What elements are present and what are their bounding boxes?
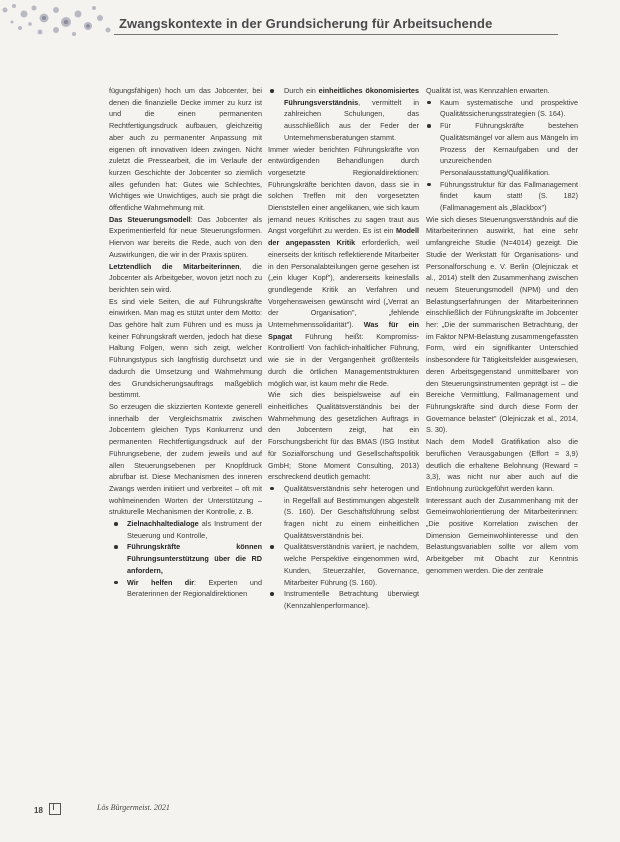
- dot-pattern-logo-icon: [0, 0, 116, 40]
- paragraph: [109, 85, 262, 214]
- bullet-list: [268, 483, 419, 612]
- text-run: Wie sich dies beispielsweise auf ein einheitliches Qualitätsverständnis bei der Wahrnehmung des gesetzlichen Auftrags in den Jobcentern zeigt, hat ein Forschungsbericht für das BMAS (ISG Institut für Sozialforschung und Gesellschaftspolitik GmbH; Stone Moment Consulting, 2013) erschreckend deutlich gemacht:: [268, 390, 419, 482]
- paragraph: [426, 214, 578, 436]
- text-run: , die Jobcenter als Arbeitgeber, wovon jetzt noch zu berichten sein wird.: [109, 261, 262, 294]
- text-run: erforderlich, weil einerseits der kritisch reflektierende Mitarbeiter in den Personalabteilungen gerne gesehen ist („ein kluger Kopf"), andererseits keinesfalls grundlegende Kritik an Verfahren und Vorgehensweisen gewünscht wird („Verrat an der Organisation", „fehlende Unternehmenssolidarität").: [268, 238, 419, 330]
- list-item: [268, 541, 419, 588]
- page-header: [0, 0, 620, 40]
- journal-logo-icon: [49, 803, 61, 815]
- bold-phrase: Modell der angepassten Kritik: [268, 226, 419, 248]
- bold-phrase: Zielnachhaltedialoge: [127, 519, 199, 529]
- list-item: [268, 85, 419, 144]
- list-item: [426, 120, 578, 179]
- list-item: [426, 179, 578, 214]
- text-column-2: [268, 85, 419, 612]
- paragraph: [426, 436, 578, 495]
- page-footer: [34, 803, 170, 815]
- text-run: Führung heißt: Kompromiss-Kontrolliert! Von fachlich-inhaltlicher Führung, wie sie in der Vergangenheit größtenteils durch die örtlichen Managementstrukturen möglich war, ist kaum mehr die Rede.: [268, 331, 419, 388]
- list-item: [109, 541, 262, 576]
- text-column-1: [109, 85, 262, 600]
- text-run: Es sind viele Seiten, die auf Führungskräfte einwirken. Man mag es stützt unter dem Motto: Das gehöre halt zum Führen und es muss ja keiner Führungskraft werden, jedoch hat diese Haltung Folgen, wenn sich zeigt, welcher Führungstypus sich langfristig durchsetzt und dadurch die Umsetzung und Wahrnehmung des Grundsicherungsauftrags maßgeblich bestimmt.: [109, 296, 262, 400]
- text-run: Instrumentelle Betrachtung überwiegt (Kennzahlenperformance).: [284, 589, 419, 610]
- paragraph: [268, 144, 419, 390]
- text-run: Wie sich dieses Steuerungsverständnis auf die Mitarbeiterinnen auswirkt, hat eine sehr umfangreiche Studie (N=4014) gezeigt. Die Studie der Werkstatt für Organisations- und Personalforschung e. V. Berlin (Olejniczak et al., 2014) stellt den Zusammenhang zwischen neuem Steuerungsmodell (NPM) und den Belastungserfahrungen der Mitarbeiterinnen einschließlich der Führungskräfte im Jobcenter her: „Die der summarischen Betrachtung, der im Faktor NPM-Belastung zusammengefassten Form, wird ein signifikanter Unterschied insbesondere für Tätigkeitsfelder ausgewiesen, deren Arbeitsgegenstand unmittelbarer von den Steuerungsinstrumenten geprägt ist – die Bereiche Vermittlung, Fallmanagement und Führungskräfte sind durch diese Form der Governance belastet" (Olejniczak et al., 2014, S. 30).: [426, 214, 578, 435]
- bullet-list: [109, 518, 262, 600]
- bold-phrase: Was für ein Spagat: [268, 320, 419, 341]
- bold-phrase: Das Steuerungsmodell: [109, 214, 191, 224]
- list-item: [268, 588, 419, 611]
- page-title: Zwangskontexte in der Grundsicherung für Arbeitsuchende: [119, 16, 493, 31]
- paragraph: [426, 495, 578, 577]
- paragraph: [268, 389, 419, 483]
- text-run: Nach dem Modell Gratifikation also die beruflichen Verausgabungen (Effort = 3,9) deutlich die erhaltene Belohnung (Reward = 3,3), was nicht nur aber auch auf die Entlohnung zurückgeführt werden kann.: [426, 437, 578, 493]
- text-run: , vermittelt in zahlreichen Schulungen, das ausschließlich aus der Feder der Unternehmensberatungen stammt.: [284, 97, 419, 142]
- list-item: [109, 518, 262, 541]
- paragraph: [109, 261, 262, 296]
- list-item: [268, 483, 419, 542]
- header-rule: [114, 34, 558, 35]
- bold-phrase: einheitliches ökonomisiertes Führungsverständnis: [284, 86, 419, 107]
- text-run: : Das Jobcenter als Experimentierfeld für neue Steuerungsformen. Hiervon war bereits die Rede, auch von den Auswirkungen, die wir in der Praxis spüren.: [109, 214, 262, 259]
- text-run: Durch ein: [284, 86, 319, 95]
- text-run: Interessant auch der Zusammenhang mit der Gemeinwohlorientierung der Mitarbeiterinnen: „Die positive Korrelation zwischen der Dimension Gemeinwohlinteresse und den Belastungsvariablen sollte vor allem vom Arbeitgeber mit Obacht zur Kenntnis genommen werden. Die der zentrale: [426, 495, 578, 575]
- list-item: [109, 577, 262, 600]
- bold-phrase: Wir helfen dir: [127, 577, 195, 587]
- text-column-3: [426, 85, 578, 577]
- text-run: Qualitätsverständnis sehr heterogen und in Regelfall auf Bestimmungen abgestellt (S. 160). Der Geschäftsführung selbst fragen nicht zu einem einheitlichen Qualitätsverständnis bei.: [284, 483, 419, 540]
- bullet-list: [268, 85, 419, 144]
- text-run: als Instrument der Steuerung und Kontrolle,: [127, 519, 262, 540]
- paragraph: [426, 85, 578, 97]
- paragraph: [109, 214, 262, 261]
- paragraph: [109, 401, 262, 518]
- text-run: fügungsfähigen) hoch um das Jobcenter, bei denen die finanzielle Decke immer zu kurz ist und die einen permanenten Rechtfertigungsdruck aufbauen, gleichzeitig aber auch zu permanenter Anpassung mit eigenen oft innovativen Ideen zwingen. Nicht zuletzt die Pressearbeit, die im Verlaufe der kurzen Geschichte der Jobcenter so ziemlich alles gefunden hat: Gutes wie Schlechtes, Wichtiges wie Unwichtiges, auch sie prägt die öffentliche Wahrnehmung mit.: [109, 86, 262, 213]
- text-run: Führungsstruktur für das Fallmanagement findet kaum statt! (S. 182) (Fallmanagement als „Blackbox"): [440, 179, 578, 213]
- list-item: [426, 97, 578, 120]
- bold-phrase: Letztendlich die Mitarbeiterinnen: [109, 261, 240, 271]
- text-run: Qualitätsverständnis variiert, je nachdem, welche Perspektive eingenommen wird, Kunden, Steuerzahler, Governance, Mitarbeiter Führung (S. 160).: [284, 542, 419, 587]
- bold-phrase: Führungskräfte können Führungsunterstützung über die RD anfordern,: [127, 542, 262, 575]
- text-run: : Experten und Beraterinnen der Regionaldirektionen: [127, 577, 262, 599]
- text-run: Immer wieder berichten Führungskräfte von entwürdigenden Behandlungen durch vorgesetzte Regionaldirektionen: Führungskräfte berichten davon, dass sie in solchen Treffen mit den vorgesetzten Dienststellen einer angelikanen, wie sich kaum jemand neues Kritisches zu sagen traut aus Angst vorgeführt zu werden. Es ist ein: [268, 144, 419, 236]
- text-run: Für Führungskräfte bestehen Qualitätsmängel vor allem aus Mängeln im Prozess der Kernaufgaben und der unzureichenden Personalausstattung/Qualifikation.: [440, 121, 578, 177]
- journal-name: Lös Bürgermeist. 2021: [97, 803, 170, 812]
- text-run: Kaum systematische und prospektive Qualitätssicherungsstrategien (S. 164).: [440, 97, 578, 119]
- paragraph: [109, 296, 262, 401]
- page-number: 18: [34, 806, 43, 815]
- bullet-list: [426, 97, 578, 214]
- text-run: So erzeugen die skizzierten Kontexte generell innerhalb der Vergleichsmatrix zwischen Jobcentern gleichen Typs Konkurrenz und permanenten Rechtfertigungsdruck auf der Führungsebene, der zudem jeweils und auf allen Steuerungsebenen per Knopfdruck abrufbar ist. Diese Mechanismen des inneren Zwangs werden initiiert und verbreitet – oft mit wohlmeinenden Worten der Unterstützung – strukturelle Mechanismen der Kontrolle, z. B.: [109, 401, 262, 517]
- text-run: Qualität ist, was Kennzahlen erwarten.: [426, 86, 550, 95]
